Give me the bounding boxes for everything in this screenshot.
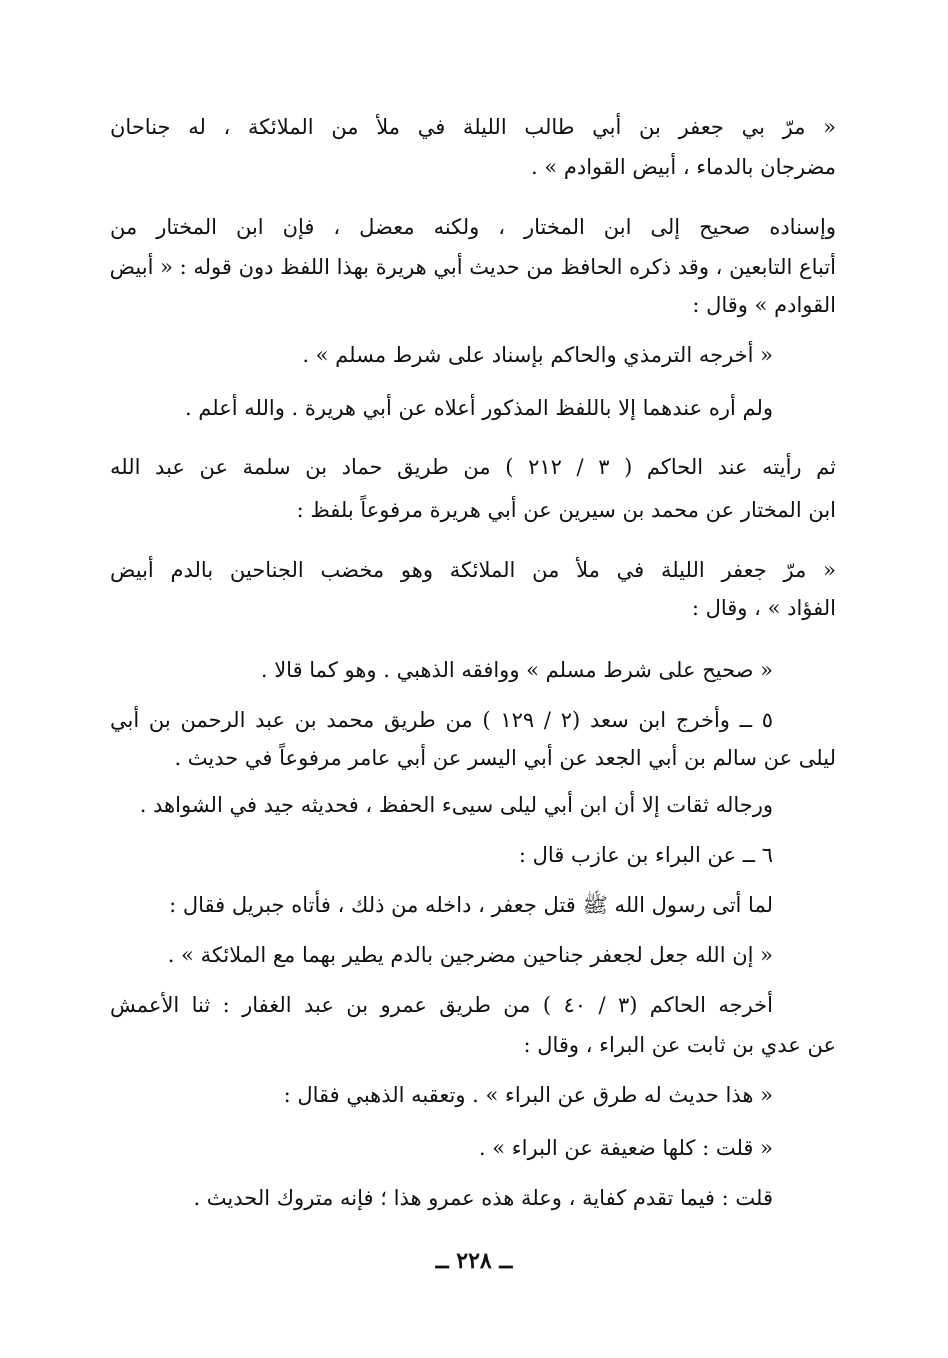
text-line: قلت : فيما تقدم كفاية ، وعلة هذه عمرو هذا ؛ فإنه متروك الحديث . [193, 1186, 773, 1210]
text-line: « مرّ بي جعفر بن أبي طالب الليلة في ملأ من الملائكة ، له جناحان [110, 115, 836, 139]
text-line: لما أتى رسول الله ﷺ قتل جعفر ، داخله من ذلك ، فأتاه جبريل فقال : [169, 893, 773, 917]
text-line: ٦ ــ عن البراء بن عازب قال : [518, 843, 773, 867]
text-line: ثم رأيته عند الحاكم ( ٣ / ٢١٢ ) من طريق حماد بن سلمة عن عبد الله [110, 455, 836, 479]
text-line: ولم أره عندهما إلا باللفظ المذكور أعلاه عن أبي هريرة . والله أعلم . [184, 396, 773, 420]
text-line: أخرجه الحاكم (٣ / ٤٠ ) من طريق عمرو بن عبد الغفار : ثنا الأعمش [110, 993, 773, 1017]
page-number: ــ ٢٢٨ ــ [435, 1248, 513, 1274]
text-line: « إن الله جعل لجعفر جناحين مضرجين بالدم يطير بهما مع الملائكة » . [167, 943, 773, 967]
text-line: « مرّ جعفر الليلة في ملأ من الملائكة وهو مخضب الجناحين بالدم أبيض [110, 558, 836, 582]
text-line: وإسناده صحيح إلى ابن المختار ، ولكنه معضل ، فإن ابن المختار من [110, 215, 836, 239]
text-line: ابن المختار عن محمد بن سيرين عن أبي هريرة مرفوعاً بلفظ : [296, 498, 836, 522]
text-line: « أخرجه الترمذي والحاكم بإسناد على شرط مسلم » . [302, 343, 773, 367]
text-line: أتباع التابعين ، وقد ذكره الحافظ من حديث أبي هريرة بهذا اللفظ دون قوله : « أبيض [109, 255, 836, 279]
text-line: القوادم » وقال : [692, 293, 836, 317]
text-line: عن عدي بن ثابت عن البراء ، وقال : [523, 1033, 836, 1057]
text-line: ليلى عن سالم بن أبي الجعد عن أبي اليسر عن أبي عامر مرفوعاً في حديث . [174, 746, 836, 770]
text-line: ورجاله ثقات إلا أن ابن أبي ليلى سيىء الحفظ ، فحديثه جيد في الشواهد . [139, 793, 773, 817]
text-line: « قلت : كلها ضعيفة عن البراء » . [478, 1136, 773, 1160]
text-line: الفؤاد » ، وقال : [691, 596, 836, 620]
text-line: « صحيح على شرط مسلم » ووافقه الذهبي . وهو كما قالا . [260, 658, 773, 682]
text-line: « هذا حديث له طرق عن البراء » . وتعقبه الذهبي فقال : [283, 1083, 773, 1107]
text-line: ٥ ــ وأخرج ابن سعد (٢ / ١٢٩ ) من طريق محمد بن عبد الرحمن بن أبي [110, 708, 773, 732]
text-line: مضرجان بالدماء ، أبيض القوادم » . [530, 155, 836, 179]
